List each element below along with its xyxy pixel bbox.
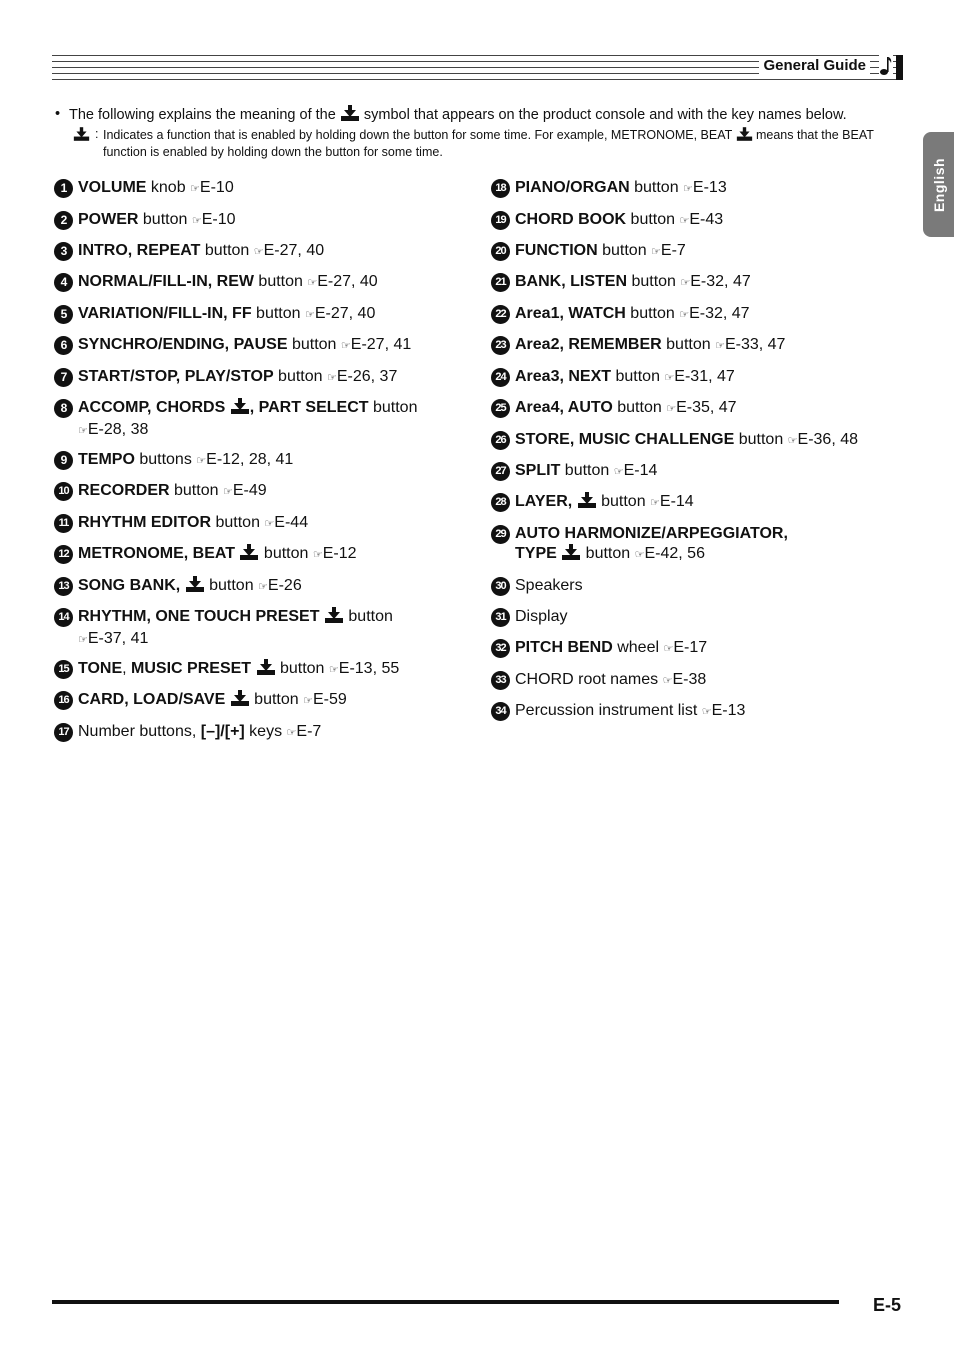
list-item — [54, 544, 498, 566]
item-number-badge: 10 — [54, 482, 73, 501]
language-tab-label: English — [930, 157, 947, 212]
page-reference-icon: ☞ — [312, 549, 323, 561]
page-reference-icon: ☞ — [613, 466, 624, 478]
list-item — [491, 524, 935, 566]
item-text: E-31, 47 — [674, 368, 735, 385]
item-text: E-32, 47 — [690, 273, 751, 290]
list-item — [54, 272, 498, 293]
page-reference-icon: ☞ — [222, 486, 233, 498]
item-number-badge: 24 — [491, 368, 510, 387]
item-text: button — [259, 545, 313, 562]
page-reference-icon: ☞ — [78, 425, 88, 437]
item-text: button — [253, 273, 308, 290]
hold-symbol-icon — [230, 398, 250, 420]
item-number-badge: 18 — [491, 179, 510, 198]
page-reference-icon: ☞ — [304, 309, 315, 321]
item-text: E-44 — [274, 514, 309, 531]
item-number-badge: 8 — [54, 399, 73, 418]
item-text: wheel — [612, 639, 664, 656]
item-text: buttons — [134, 451, 197, 468]
item-key-name: CHORD BOOK — [515, 211, 627, 228]
item-text: E-37, 41 — [87, 630, 149, 647]
list-item — [491, 607, 935, 627]
list-item — [491, 701, 935, 722]
item-text: E-26, 37 — [336, 368, 398, 385]
item-text: E-35, 47 — [676, 399, 737, 416]
list-item — [54, 367, 498, 388]
page-reference-icon: ☞ — [650, 497, 660, 509]
item-key-name: POWER — [78, 211, 139, 228]
item-text: knob — [146, 179, 191, 196]
item-text: button — [612, 399, 667, 416]
list-item — [491, 461, 935, 482]
footer-rule — [52, 1300, 839, 1304]
item-text: E-14 — [623, 462, 658, 479]
item-key-name: CARD, LOAD/SAVE — [78, 691, 230, 708]
intro-text-after: symbol that appears on the product console and with the key names below. — [363, 107, 847, 123]
item-key-name: , PART SELECT — [249, 399, 369, 416]
item-key-name: VOLUME — [78, 179, 147, 196]
page-reference-icon: ☞ — [196, 455, 207, 467]
list-item — [54, 607, 498, 650]
hold-symbol-note — [73, 127, 905, 160]
item-text: Speakers — [515, 577, 583, 594]
list-item — [54, 210, 498, 231]
list-item — [54, 398, 498, 441]
item-text: CHORD root names — [515, 671, 663, 688]
item-key-name: STORE, MUSIC CHALLENGE — [515, 431, 735, 448]
bullet: • — [55, 106, 61, 122]
item-number-badge: 34 — [491, 702, 510, 721]
hold-symbol-icon — [256, 659, 276, 681]
page-reference-icon: ☞ — [78, 634, 88, 646]
item-key-name: [–]/[+] — [200, 723, 245, 740]
hold-symbol-icon — [577, 492, 597, 514]
page-reference-icon: ☞ — [701, 706, 712, 718]
page-reference-icon: ☞ — [679, 215, 690, 227]
page-reference-icon: ☞ — [303, 695, 313, 707]
list-item — [491, 492, 935, 514]
item-text: E-7 — [296, 723, 322, 740]
item-number-badge: 7 — [54, 368, 73, 387]
item-text: E-13, 55 — [338, 660, 400, 677]
item-text: Number buttons, — [78, 723, 201, 740]
item-key-name: ACCOMP, CHORDS — [78, 399, 230, 416]
item-number-badge: 1 — [54, 179, 73, 198]
page-reference-icon: ☞ — [666, 403, 677, 415]
item-number-badge: 27 — [491, 462, 510, 481]
item-number-badge: 25 — [491, 399, 510, 418]
item-text: E-27, 41 — [350, 336, 412, 353]
page-reference-icon: ☞ — [715, 340, 725, 352]
list-item — [54, 481, 498, 502]
item-key-name: LAYER, — [515, 493, 577, 510]
page-reference-icon: ☞ — [787, 435, 798, 447]
note-text-1: Indicates a function that is enabled by holding down the button for some time. For example, METRONOME, BEAT — [103, 128, 733, 142]
item-text: E-26 — [267, 577, 302, 594]
item-key-name: PIANO/ORGAN — [515, 179, 630, 196]
music-note-icon — [879, 55, 893, 77]
item-text: , — [122, 660, 132, 677]
page-reference-icon: ☞ — [662, 675, 673, 687]
item-text: button — [287, 336, 341, 353]
item-key-name: MUSIC PRESET — [131, 660, 256, 677]
item-text: button — [560, 462, 614, 479]
list-item — [491, 304, 935, 325]
item-number-badge: 32 — [491, 639, 510, 658]
list-item — [54, 576, 498, 598]
list-item — [491, 638, 935, 659]
item-text: E-12, 28, 41 — [206, 451, 294, 468]
page-reference-icon: ☞ — [286, 727, 297, 739]
item-text: Percussion instrument list — [515, 702, 702, 719]
item-key-name: Area4, AUTO — [515, 399, 613, 416]
item-text: button — [627, 273, 681, 290]
item-text: button — [368, 399, 418, 416]
item-text: E-38 — [672, 671, 707, 688]
hold-symbol-icon — [73, 127, 90, 145]
list-item — [491, 272, 935, 293]
item-number-badge: 22 — [491, 305, 510, 324]
page-reference-icon: ☞ — [664, 372, 675, 384]
list-item — [491, 398, 935, 419]
list-item — [491, 367, 935, 388]
item-text: button — [625, 305, 680, 322]
page-reference-icon: ☞ — [190, 183, 200, 195]
item-key-name: FUNCTION — [515, 242, 598, 259]
item-key-name: TEMPO — [78, 451, 135, 468]
item-number-badge: 9 — [54, 451, 73, 470]
page-number: E-5 — [872, 1295, 901, 1315]
list-item — [54, 241, 498, 262]
page-reference-icon: ☞ — [326, 372, 337, 384]
item-text: E-33, 47 — [724, 336, 786, 353]
item-text: E-43 — [689, 211, 724, 228]
page-section-title: General Guide — [759, 57, 870, 74]
item-text: button — [273, 368, 327, 385]
list-item — [491, 210, 935, 231]
note-text-2: means that the BEAT function is enabled by holding down the button for some time. — [103, 128, 874, 159]
list-item — [491, 576, 935, 596]
item-text: keys — [244, 723, 287, 740]
page-reference-icon: ☞ — [191, 215, 202, 227]
item-text: button — [629, 179, 684, 196]
item-number-badge: 23 — [491, 336, 510, 355]
hold-symbol-icon — [239, 544, 259, 566]
item-number-badge: 16 — [54, 691, 73, 710]
item-key-name: SPLIT — [515, 462, 561, 479]
item-key-name: TYPE — [515, 545, 562, 562]
page-reference-icon: ☞ — [328, 664, 339, 676]
list-item — [491, 430, 935, 451]
item-text: E-42, 56 — [644, 545, 705, 562]
hold-symbol-icon — [230, 690, 250, 712]
item-number-badge: 28 — [491, 493, 510, 512]
page-reference-icon: ☞ — [663, 643, 674, 655]
page-reference-icon: ☞ — [307, 277, 318, 289]
intro-explanation — [55, 105, 905, 160]
hold-symbol-icon — [736, 127, 753, 145]
item-number-badge: 6 — [54, 336, 73, 355]
intro-line — [69, 105, 905, 126]
item-text: E-13 — [692, 179, 727, 196]
list-item — [54, 722, 498, 743]
item-text: button — [211, 514, 265, 531]
item-key-name: BANK, LISTEN — [515, 273, 627, 290]
item-key-name: Area1, WATCH — [515, 305, 626, 322]
item-text: E-49 — [232, 482, 267, 499]
item-number-badge: 11 — [54, 514, 73, 533]
item-text: E-10 — [199, 179, 234, 196]
list-item — [54, 450, 498, 471]
item-text: E-13 — [711, 702, 746, 719]
item-key-name: INTRO, REPEAT — [78, 242, 201, 259]
hold-symbol-icon — [561, 544, 581, 566]
item-key-name: AUTO HARMONIZE/ARPEGGIATOR, — [515, 525, 788, 542]
note-colon: : — [95, 127, 99, 141]
list-item — [491, 335, 935, 356]
page-reference-icon: ☞ — [651, 246, 661, 258]
item-text: button — [596, 493, 651, 510]
item-text: button — [275, 660, 329, 677]
page-reference-icon: ☞ — [258, 581, 268, 593]
item-number-badge: 26 — [491, 431, 510, 450]
list-item — [54, 178, 498, 199]
item-number-badge: 31 — [491, 608, 510, 627]
page-reference-icon: ☞ — [264, 518, 275, 530]
list-item — [491, 178, 935, 199]
item-text: button — [626, 211, 680, 228]
list-item — [491, 670, 935, 691]
item-text: button — [597, 242, 652, 259]
header-end-bar — [896, 55, 903, 80]
item-number-badge: 17 — [54, 723, 73, 742]
item-number-badge: 13 — [54, 577, 73, 596]
item-text: E-28, 38 — [87, 421, 149, 438]
list-item — [54, 335, 498, 356]
item-key-name: RECORDER — [78, 482, 170, 499]
item-number-badge: 5 — [54, 305, 73, 324]
item-text: button — [661, 336, 716, 353]
page-reference-icon: ☞ — [253, 246, 264, 258]
item-text: Display — [515, 608, 568, 625]
item-key-name: PITCH BEND — [515, 639, 613, 656]
item-text: E-27, 40 — [314, 305, 376, 322]
item-number-badge: 29 — [491, 525, 510, 544]
item-number-badge: 21 — [491, 273, 510, 292]
item-number-badge: 14 — [54, 608, 73, 627]
item-text: button — [204, 577, 259, 594]
item-text: button — [734, 431, 788, 448]
item-number-badge: 33 — [491, 671, 510, 690]
list-item — [54, 690, 498, 712]
item-text: button — [611, 368, 665, 385]
item-key-name: METRONOME, BEAT — [78, 545, 240, 562]
item-key-name: SYNCHRO/ENDING, PAUSE — [78, 336, 288, 353]
item-text: E-27, 40 — [263, 242, 325, 259]
item-text: button — [200, 242, 254, 259]
item-key-name: TONE — [78, 660, 123, 677]
item-text: E-7 — [660, 242, 686, 259]
item-text: E-27, 40 — [317, 273, 378, 290]
item-text: button — [169, 482, 223, 499]
item-text: E-36, 48 — [797, 431, 859, 448]
hold-symbol-icon — [324, 607, 344, 629]
page-reference-icon: ☞ — [634, 549, 645, 561]
hold-symbol-icon — [340, 105, 360, 126]
item-key-name: SONG BANK, — [78, 577, 185, 594]
item-text: E-14 — [659, 493, 694, 510]
page-reference-icon: ☞ — [683, 183, 693, 195]
item-text: button — [581, 545, 635, 562]
item-number-badge: 3 — [54, 242, 73, 261]
item-text: E-59 — [312, 691, 347, 708]
item-text: button — [249, 691, 304, 708]
item-text: E-17 — [673, 639, 708, 656]
item-text: E-32, 47 — [689, 305, 750, 322]
item-number-badge: 19 — [491, 211, 510, 230]
item-number-badge: 30 — [491, 577, 510, 596]
item-number-badge: 2 — [54, 211, 73, 230]
intro-text-before: The following explains the meaning of the — [69, 107, 336, 123]
item-number-badge: 15 — [54, 660, 73, 679]
page-reference-icon: ☞ — [680, 277, 691, 289]
item-number-badge: 4 — [54, 273, 73, 292]
page-reference-icon: ☞ — [679, 309, 690, 321]
item-key-name: RHYTHM, ONE TOUCH PRESET — [78, 608, 324, 625]
list-item — [54, 513, 498, 534]
item-key-name: Area2, REMEMBER — [515, 336, 662, 353]
page-reference-icon: ☞ — [340, 340, 351, 352]
list-item — [54, 659, 498, 681]
item-text: E-12 — [322, 545, 357, 562]
item-text: E-10 — [201, 211, 236, 228]
item-text: button — [343, 608, 393, 625]
item-key-name: RHYTHM EDITOR — [78, 514, 212, 531]
item-number-badge: 12 — [54, 545, 73, 564]
item-key-name: VARIATION/FILL-IN, FF — [78, 305, 252, 322]
item-key-name: NORMAL/FILL-IN, REW — [78, 273, 254, 290]
item-key-name: START/STOP, PLAY/STOP — [78, 368, 274, 385]
list-item — [54, 304, 498, 325]
item-number-badge: 20 — [491, 242, 510, 261]
item-text: button — [138, 211, 192, 228]
item-key-name: Area3, NEXT — [515, 368, 612, 385]
hold-symbol-icon — [185, 576, 205, 598]
list-item — [491, 241, 935, 262]
item-text: button — [251, 305, 305, 322]
